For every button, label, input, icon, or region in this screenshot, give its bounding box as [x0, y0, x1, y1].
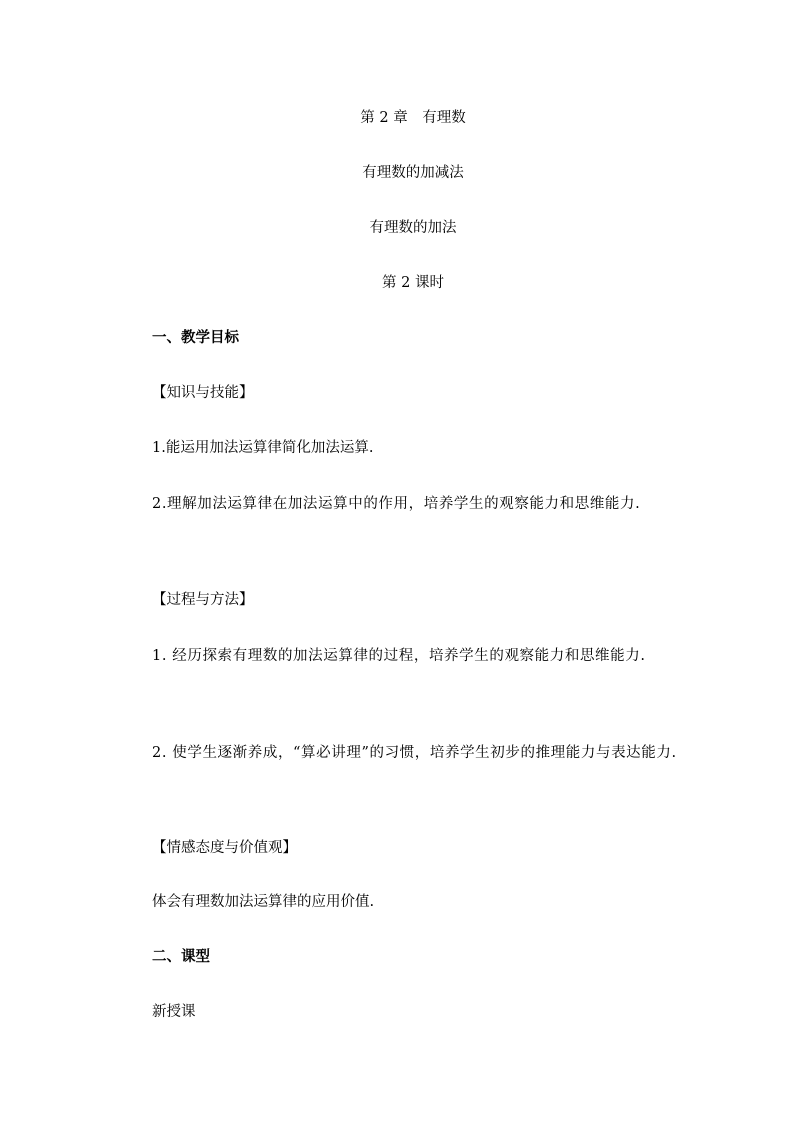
type-heading: 二、课型	[152, 948, 210, 965]
knowledge-heading: 【知识与技能】	[152, 385, 254, 401]
emotion-heading: 【情感态度与价值观】	[152, 840, 297, 856]
knowledge-item-1: 1.能运用加法运算律简化加法运算.	[152, 440, 374, 456]
type-value: 新授课	[152, 1004, 196, 1020]
objectives-heading: 一、教学目标	[152, 329, 239, 346]
subsection-title: 有理数的加法	[369, 220, 457, 236]
section-title: 有理数的加减法	[362, 165, 464, 181]
knowledge-item-2: 2.理解加法运算律在加法运算中的作用，培养学生的观察能力和思维能力.	[152, 496, 641, 512]
lesson-title: 第 2 课时	[382, 275, 444, 291]
process-item-1: 1. 经历探索有理数的加法运算律的过程，培养学生的观察能力和思维能力.	[152, 648, 646, 664]
chapter-title: 第 2 章 有理数	[360, 110, 466, 126]
process-heading: 【过程与方法】	[152, 592, 254, 608]
process-item-2: 2. 使学生逐渐养成，“算必讲理”的习惯，培养学生初步的推理能力与表达能力.	[152, 745, 677, 761]
emotion-item-1: 体会有理数加法运算律的应用价值.	[152, 894, 375, 910]
